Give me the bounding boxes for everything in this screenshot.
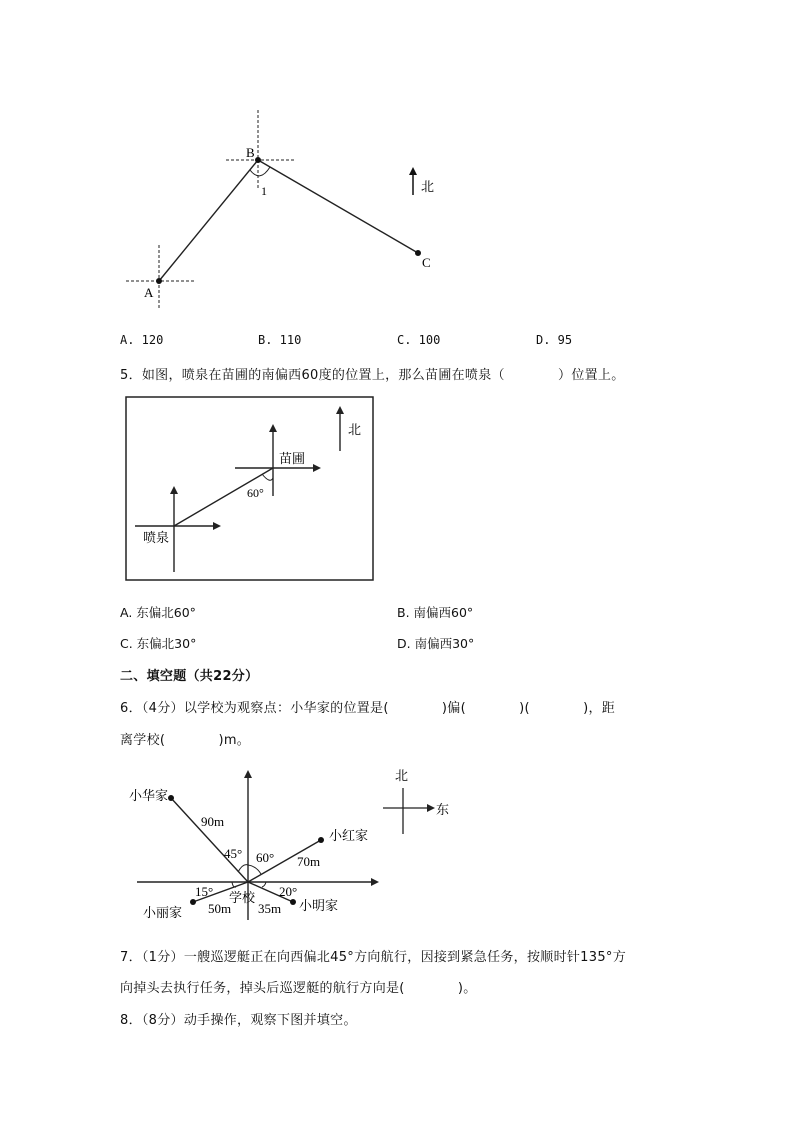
label-a45: 45°	[224, 846, 243, 861]
label-north: 北	[395, 769, 409, 784]
q7-line1: 7．（1分）一艘巡逻艇正在向西偏北45°方向航行，因接到紧急任务，按顺时针135°方	[120, 950, 626, 965]
label-c: C	[422, 255, 431, 270]
q5-fountain-label: 喷泉	[143, 531, 170, 546]
q6-line2: 离学校( )m。	[120, 733, 251, 748]
label-d70: 70m	[297, 854, 321, 869]
label-xiaoming: 小明家	[299, 899, 339, 914]
label-a60: 60°	[256, 850, 275, 865]
section-title-fill-in: 二、填空题（共22分）	[120, 669, 259, 684]
q4-option-a: A. 120	[120, 333, 164, 347]
label-d50: 50m	[208, 901, 232, 916]
q6-line1: 6．（4分）以学校为观察点：小华家的位置是( )偏( )( )，距	[120, 701, 616, 716]
label-east: 东	[436, 803, 450, 818]
q4-option-d: D. 95	[536, 333, 573, 347]
q5-option-a: A. 东偏北60°	[120, 605, 196, 620]
label-school: 学校	[229, 891, 256, 906]
q4-option-b: B. 110	[258, 333, 302, 347]
label-b: B	[246, 145, 255, 160]
q7-line2: 向掉头去执行任务，掉头后巡逻艇的航行方向是( )。	[120, 981, 477, 996]
label-xiaohua: 小华家	[129, 789, 169, 804]
q5-north-label: 北	[348, 423, 362, 438]
q5-nursery-label: 苗圃	[279, 452, 306, 467]
q4-option-c: C. 100	[397, 333, 441, 347]
q8-line1: 8．（8分）动手操作，观察下图并填空。	[120, 1013, 357, 1028]
label-d35: 35m	[258, 901, 282, 916]
label-a20: 20°	[279, 884, 298, 899]
angle-1-label: 1	[261, 184, 267, 198]
label-a15: 15°	[195, 884, 214, 899]
label-xiaohong: 小红家	[329, 829, 369, 844]
label-a: A	[144, 285, 154, 300]
q5-option-c: C. 东偏北30°	[120, 636, 197, 651]
label-xiaoli: 小丽家	[143, 906, 183, 921]
label-d90: 90m	[201, 814, 225, 829]
figure-school-map	[125, 762, 465, 922]
figure-angle-abc	[110, 105, 470, 310]
north-label: 北	[421, 180, 435, 195]
figure-nursery-fountain	[125, 396, 375, 582]
q5-option-d: D. 南偏西30°	[397, 636, 475, 651]
q5-stem: 5．如图，喷泉在苗圃的南偏西60度的位置上，那么苗圃在喷泉（ ）位置上。	[120, 368, 625, 383]
q5-angle-label: 60°	[247, 486, 264, 500]
q5-option-b: B. 南偏西60°	[397, 605, 474, 620]
